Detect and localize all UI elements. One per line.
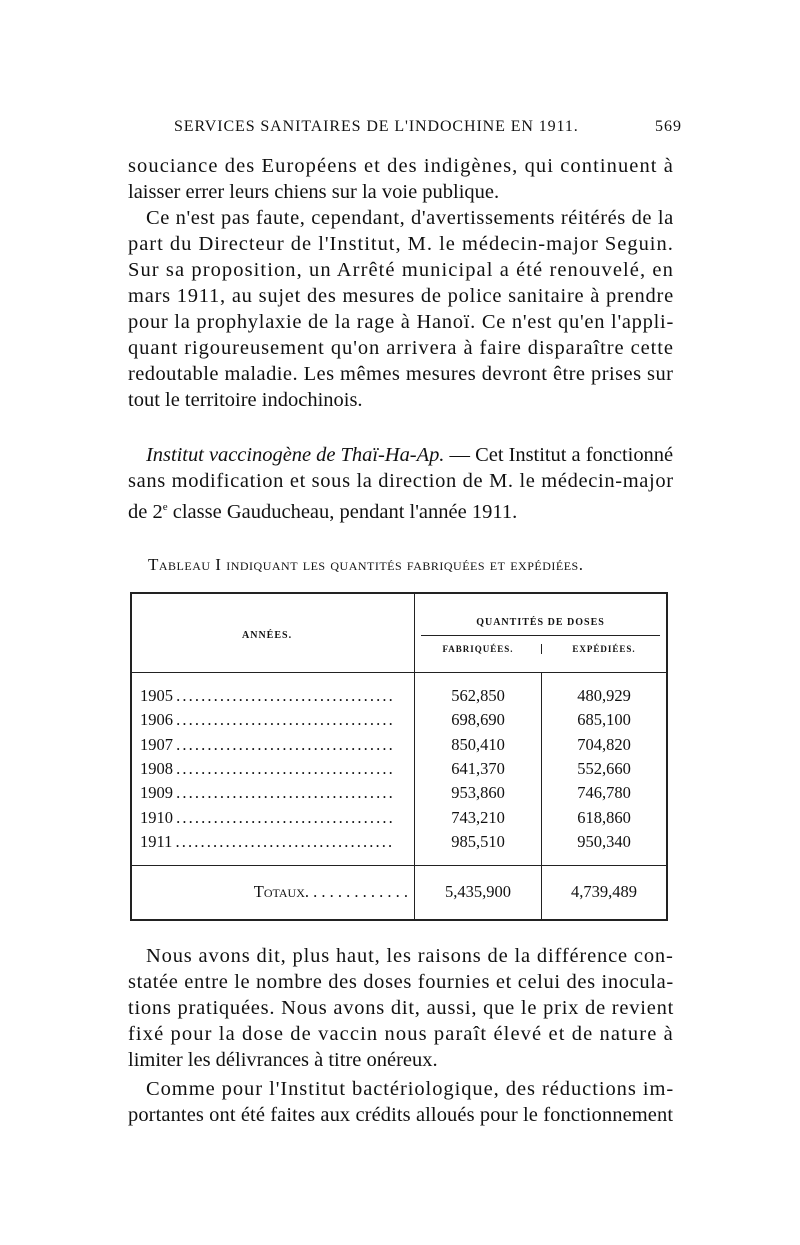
table-row — [131, 830, 667, 865]
text-line: fixé pour la dose de vaccin nous paraît élevé et de nature à — [128, 1023, 674, 1045]
year-cell: 1910 . . . — [131, 806, 415, 830]
text-line — [128, 494, 673, 525]
year-cell: 1905 . . . — [131, 673, 415, 708]
quantities-header — [415, 593, 668, 673]
text-line: pour la prophylaxie de la rage à Hanoï. Ce n'est qu'en l'appli- — [128, 311, 674, 333]
table-row — [131, 733, 667, 757]
text-line: mars 1911, au sujet des mesures de police sanitaire à prendre — [128, 285, 674, 307]
year-cell: 1906 . . . — [131, 708, 415, 732]
paragraph-5 — [128, 1076, 673, 1128]
year-cell: 1908 . . . — [131, 757, 415, 781]
table-row — [131, 757, 667, 781]
totals-label: Totaux. . . . . . . . . . . . . — [131, 865, 415, 920]
years-header: ANNÉES. — [131, 593, 415, 673]
page-number: 569 — [655, 118, 682, 135]
text-line — [128, 442, 673, 468]
header-title: SERVICES SANITAIRES DE L'INDOCHINE EN 1911. — [174, 118, 579, 135]
superscript: e — [162, 501, 168, 513]
quantities-table — [130, 592, 668, 921]
fab-cell: 850,410 — [415, 733, 542, 757]
text-segment: Cet Institut a fonctionné — [475, 444, 674, 466]
table-row — [131, 781, 667, 805]
text-line: Comme pour l'Institut bactériologique, des réductions im- — [146, 1078, 675, 1100]
text-segment: de 2 — [128, 500, 163, 523]
paragraph-4 — [128, 943, 673, 1073]
year-cell: 1911 . . . — [131, 830, 415, 865]
paragraph-3 — [128, 442, 673, 525]
exp-header: EXPÉDIÉES. — [541, 644, 666, 654]
text-line: tout le territoire indochinois. — [128, 389, 363, 411]
text-line: Sur sa proposition, un Arrêté municipal a été renouvelé, en — [128, 259, 674, 281]
text-line: tions pratiquées. Nous avons dit, aussi, que le prix de revient — [128, 997, 675, 1019]
text-line: redoutable maladie. Les mêmes mesures devront être prises sur — [128, 363, 674, 385]
year-cell: 1909 . . . — [131, 781, 415, 805]
paragraph-2 — [128, 205, 673, 413]
text-line: sans modification et sous la direction de M. le médecin-major — [128, 470, 674, 492]
text-line: laisser errer leurs chiens sur la voie publique. — [128, 181, 500, 203]
exp-cell: 618,860 — [542, 806, 668, 830]
text-line: portantes ont été faites aux crédits alloués pour le fonctionnement — [128, 1104, 674, 1126]
table-row — [131, 708, 667, 732]
text-line: part du Directeur de l'Institut, M. le médecin-major Seguin. — [128, 233, 674, 255]
fab-cell: 985,510 — [415, 830, 542, 865]
text-line: statée entre le nombre des doses fournies et celui des inocula- — [128, 971, 674, 993]
text-segment: classe Gauducheau, pendant l'année 1911. — [172, 500, 518, 523]
fab-cell: 953,860 — [415, 781, 542, 805]
table-row — [131, 806, 667, 830]
em-dash: — — [449, 444, 470, 466]
paragraph-1 — [128, 153, 673, 205]
running-header — [174, 118, 682, 140]
exp-cell: 704,820 — [542, 733, 668, 757]
table-row — [131, 673, 667, 708]
totals-row — [131, 865, 667, 920]
text-line: limiter les délivrances à titre onéreux. — [128, 1049, 438, 1071]
exp-cell: 552,660 — [542, 757, 668, 781]
total-exp-cell: 4,739,489 — [542, 865, 668, 920]
fab-cell: 562,850 — [415, 673, 542, 708]
subheaders — [415, 644, 666, 654]
table-caption: Tableau I indiquant les quantités fabriquées et expédiées. — [148, 555, 584, 574]
fab-cell: 641,370 — [415, 757, 542, 781]
exp-cell: 685,100 — [542, 708, 668, 732]
institute-title: Institut vaccinogène de Thaï-Ha-Ap. — [146, 444, 445, 466]
total-fab-cell: 5,435,900 — [415, 865, 542, 920]
group-rule — [421, 635, 660, 636]
fab-cell: 743,210 — [415, 806, 542, 830]
exp-cell: 746,780 — [542, 781, 668, 805]
text-line: quant rigoureusement qu'on arrivera à faire disparaître cette — [128, 337, 674, 359]
fab-header: FABRIQUÉES. — [442, 643, 514, 654]
exp-cell: 480,929 — [542, 673, 668, 708]
text-line: Nous avons dit, plus haut, les raisons de la différence con- — [146, 945, 674, 967]
year-cell: 1907 . . . — [131, 733, 415, 757]
text-line: souciance des Européens et des indigènes, qui continuent à — [128, 155, 674, 177]
group-header: QUANTITÉS DE DOSES — [476, 616, 605, 628]
table-header-row — [131, 593, 667, 673]
exp-cell: 950,340 — [542, 830, 668, 865]
fab-cell: 698,690 — [415, 708, 542, 732]
text-line: Ce n'est pas faute, cependant, d'avertissements réitérés de la — [146, 207, 674, 229]
